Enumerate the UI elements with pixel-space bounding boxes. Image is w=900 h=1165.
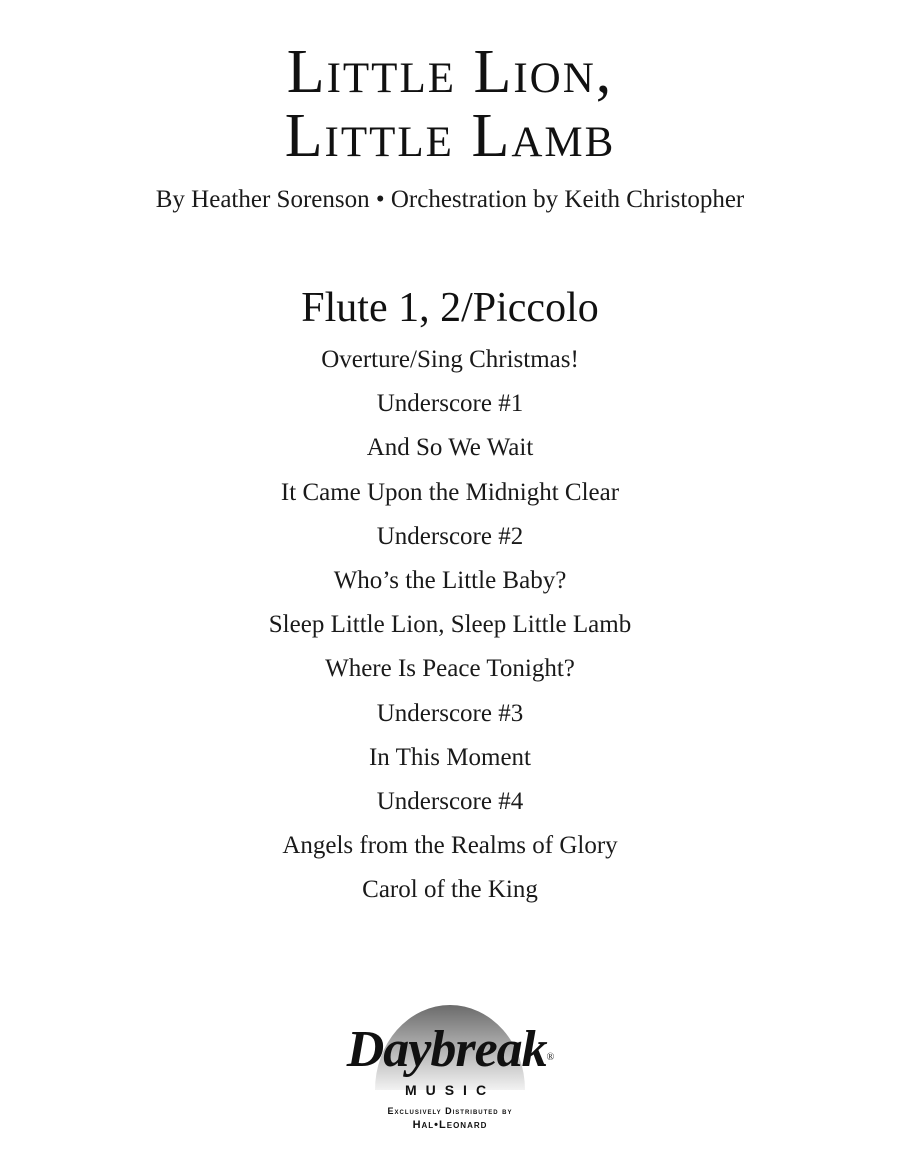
distributor-name: Hal•Leonard — [412, 1119, 488, 1131]
credits: By Heather Sorenson • Orchestration by Keith Christopher — [155, 186, 745, 213]
song-list — [0, 340, 900, 914]
song-item: Angels from the Realms of Glory — [282, 832, 618, 860]
instrument-heading: Flute 1, 2/Piccolo — [301, 285, 599, 331]
title-block — [0, 40, 900, 168]
song-item: Underscore #2 — [376, 522, 524, 550]
song-item: Carol of the King — [362, 876, 538, 904]
song-item: It Came Upon the Midnight Clear — [280, 478, 620, 506]
title-line-2: Little Lamb — [284, 102, 616, 170]
logo-brand-wordmark — [300, 1020, 600, 1080]
logo-brand-text: Daybreak — [346, 1021, 547, 1078]
registered-mark: ® — [546, 1052, 554, 1063]
song-item: Sleep Little Lion, Sleep Little Lamb — [268, 611, 632, 639]
publisher-logo — [300, 1000, 600, 1140]
distribution-note: Exclusively Distributed by — [387, 1106, 513, 1116]
title-line-1: Little Lion, — [286, 38, 614, 106]
song-item: Underscore #1 — [376, 390, 524, 418]
song-item: And So We Wait — [366, 434, 534, 462]
song-item: Underscore #4 — [376, 787, 524, 815]
song-item: Who’s the Little Baby? — [333, 566, 567, 594]
song-item: Where Is Peace Tonight? — [325, 655, 575, 683]
song-item: Underscore #3 — [376, 699, 524, 727]
song-item: In This Moment — [368, 743, 532, 771]
logo-subtitle: MUSIC — [404, 1082, 496, 1098]
song-item: Overture/Sing Christmas! — [321, 346, 579, 373]
